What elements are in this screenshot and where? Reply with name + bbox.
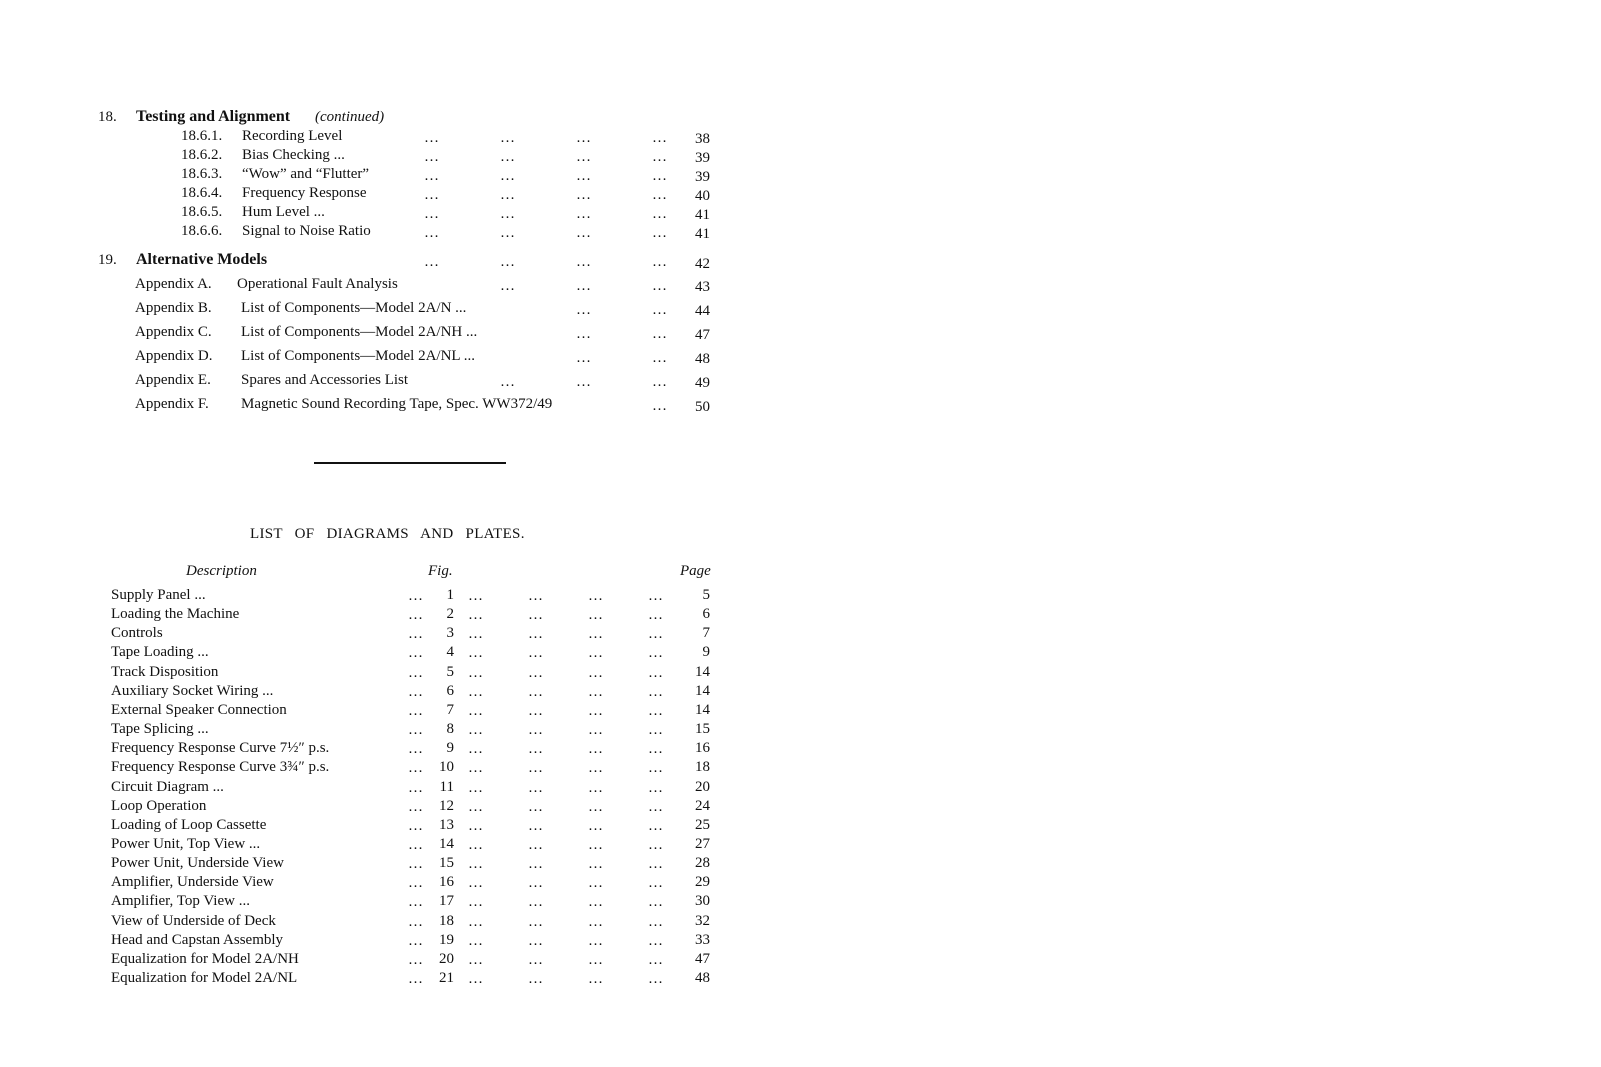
dot-leader: … [528,914,543,930]
dot-leader: … [588,780,603,796]
toc-item-number: 18.6.1. [181,128,223,144]
toc-item-number: 18.6.2. [181,147,223,163]
dot-leader: … [588,875,603,891]
dot-leader: … [648,818,663,834]
diagram-description: Frequency Response Curve 7½″ p.s. [111,740,330,756]
appendix-label: Appendix B. [135,300,212,316]
dot-leader: … [500,374,515,390]
dot-leader: … [652,398,667,414]
appendix-page: 48 [695,351,710,367]
diagram-fig-number: 13 [439,817,454,833]
dot-leader: … [588,645,603,661]
dot-leader: … [648,875,663,891]
dot-leader: … [424,206,439,222]
diagram-page: 14 [695,702,710,718]
dot-leader: … [468,626,483,642]
diagram-fig-number: 9 [446,740,454,756]
diagram-page: 24 [695,798,710,814]
dot-leader: … [408,894,423,910]
dot-leader: … [588,703,603,719]
dot-leader: … [648,837,663,853]
dot-leader: … [468,799,483,815]
column-header-description: Description [186,563,257,579]
dot-leader: … [576,374,591,390]
appendix-title: List of Components—Model 2A/NH ... [241,324,478,340]
diagram-page: 32 [695,913,710,929]
dot-leader: … [528,645,543,661]
dot-leader: … [648,760,663,776]
dot-leader: … [408,837,423,853]
dot-leader: … [652,350,667,366]
dot-leader: … [576,149,591,165]
appendix-page: 49 [695,375,710,391]
appendix-label: Appendix E. [135,372,211,388]
diagram-fig-number: 7 [446,702,454,718]
dot-leader: … [648,971,663,987]
dot-leader: … [528,684,543,700]
dot-leader: … [468,760,483,776]
diagram-description: Supply Panel ... [111,587,206,603]
diagram-page: 18 [695,759,710,775]
dot-leader: … [500,168,515,184]
dot-leader: … [408,875,423,891]
dot-leader: … [408,684,423,700]
dot-leader: … [468,933,483,949]
column-header-page: Page [680,563,711,579]
appendix-label: Appendix D. [135,348,213,364]
dot-leader: … [528,607,543,623]
dot-leader: … [576,326,591,342]
section-19-leader: … [652,254,667,270]
diagram-description: View of Underside of Deck [111,913,276,929]
dot-leader: … [588,856,603,872]
diagram-fig-number: 4 [446,644,454,660]
dot-leader: … [528,799,543,815]
dot-leader: … [424,225,439,241]
dot-leader: … [528,722,543,738]
toc-item-page: 40 [695,188,710,204]
dot-leader: … [408,722,423,738]
toc-item-label: Signal to Noise Ratio [242,223,371,239]
diagram-description: Equalization for Model 2A/NL [111,970,298,986]
diagram-fig-number: 11 [439,779,454,795]
dot-leader: … [500,225,515,241]
dot-leader: … [576,225,591,241]
dot-leader: … [468,703,483,719]
dot-leader: … [576,350,591,366]
toc-item-page: 41 [695,207,710,223]
diagram-fig-number: 20 [439,951,454,967]
toc-item-number: 18.6.3. [181,166,223,182]
diagram-page: 14 [695,664,710,680]
diagram-page: 6 [702,606,710,622]
dot-leader: … [408,818,423,834]
diagrams-heading: LIST OF DIAGRAMS AND PLATES. [250,526,525,542]
dot-leader: … [408,971,423,987]
appendix-title: List of Components—Model 2A/N ... [241,300,467,316]
diagram-description: Track Disposition [111,664,219,680]
dot-leader: … [648,741,663,757]
diagram-fig-number: 5 [446,664,454,680]
dot-leader: … [588,760,603,776]
diagram-description: Loop Operation [111,798,207,814]
toc-item-label: “Wow” and “Flutter” [242,166,370,182]
dot-leader: … [652,302,667,318]
diagram-description: Frequency Response Curve 3¾″ p.s. [111,759,330,775]
diagram-page: 7 [702,625,710,641]
diagram-fig-number: 19 [439,932,454,948]
dot-leader: … [468,722,483,738]
diagram-page: 27 [695,836,710,852]
dot-leader: … [588,741,603,757]
dot-leader: … [528,894,543,910]
dot-leader: … [652,374,667,390]
dot-leader: … [408,588,423,604]
dot-leader: … [588,684,603,700]
dot-leader: … [652,278,667,294]
diagram-page: 5 [702,587,710,603]
diagram-fig-number: 10 [439,759,454,775]
dot-leader: … [648,856,663,872]
dot-leader: … [588,952,603,968]
dot-leader: … [528,818,543,834]
toc-item-page: 39 [695,150,710,166]
diagram-fig-number: 1 [446,587,454,603]
dot-leader: … [652,187,667,203]
dot-leader: … [468,837,483,853]
toc-item-label: Bias Checking ... [242,147,345,163]
diagram-description: Power Unit, Top View ... [111,836,261,852]
diagram-description: Auxiliary Socket Wiring ... [111,683,274,699]
diagram-page: 20 [695,779,710,795]
dot-leader: … [500,187,515,203]
diagram-fig-number: 16 [439,874,454,890]
dot-leader: … [588,894,603,910]
diagram-fig-number: 18 [439,913,454,929]
appendix-title: Magnetic Sound Recording Tape, Spec. WW372/49 [241,396,553,412]
section-18-title: Testing and Alignment [136,108,291,125]
section-19-leader: … [424,254,439,270]
dot-leader: … [652,225,667,241]
dot-leader: … [588,722,603,738]
diagram-description: Loading the Machine [111,606,240,622]
dot-leader: … [648,588,663,604]
dot-leader: … [648,607,663,623]
diagram-fig-number: 14 [439,836,454,852]
dot-leader: … [468,741,483,757]
dot-leader: … [468,818,483,834]
appendix-label: Appendix C. [135,324,212,340]
dot-leader: … [528,703,543,719]
toc-item-page: 39 [695,169,710,185]
dot-leader: … [424,187,439,203]
diagram-description: Equalization for Model 2A/NH [111,951,299,967]
dot-leader: … [576,168,591,184]
diagram-fig-number: 2 [446,606,454,622]
dot-leader: … [648,952,663,968]
appendix-page: 50 [695,399,710,415]
dot-leader: … [576,278,591,294]
diagram-description: Loading of Loop Cassette [111,817,267,833]
dot-leader: … [576,206,591,222]
diagram-fig-number: 21 [439,970,454,986]
dot-leader: … [588,588,603,604]
dot-leader: … [648,684,663,700]
dot-leader: … [424,168,439,184]
diagram-description: Amplifier, Top View ... [111,893,250,909]
diagram-page: 16 [695,740,710,756]
diagram-description: Amplifier, Underside View [111,874,274,890]
dot-leader: … [528,875,543,891]
diagram-description: Tape Loading ... [111,644,209,660]
diagram-page: 14 [695,683,710,699]
dot-leader: … [500,278,515,294]
dot-leader: … [588,607,603,623]
dot-leader: … [408,952,423,968]
diagram-description: Circuit Diagram ... [111,779,224,795]
appendix-page: 44 [695,303,710,319]
dot-leader: … [468,607,483,623]
dot-leader: … [648,703,663,719]
dot-leader: … [588,799,603,815]
dot-leader: … [468,914,483,930]
diagram-fig-number: 8 [446,721,454,737]
appendix-title: Operational Fault Analysis [237,276,398,292]
dot-leader: … [528,952,543,968]
toc-item-page: 38 [695,131,710,147]
dot-leader: … [528,780,543,796]
dot-leader: … [648,626,663,642]
diagram-page: 47 [695,951,710,967]
dot-leader: … [648,722,663,738]
diagram-page: 28 [695,855,710,871]
diagram-page: 33 [695,932,710,948]
section-18-continued: (continued) [315,109,385,125]
toc-item-number: 18.6.6. [181,223,223,239]
dot-leader: … [408,607,423,623]
dot-leader: … [408,799,423,815]
toc-item-label: Recording Level [242,128,343,144]
dot-leader: … [528,665,543,681]
dot-leader: … [576,187,591,203]
dot-leader: … [648,933,663,949]
dot-leader: … [408,741,423,757]
section-19-title: Alternative Models [136,251,268,268]
dot-leader: … [588,665,603,681]
section-19-number: 19. [98,252,117,268]
dot-leader: … [408,933,423,949]
dot-leader: … [468,875,483,891]
dot-leader: … [652,206,667,222]
dot-leader: … [528,760,543,776]
toc-item-number: 18.6.4. [181,185,223,201]
dot-leader: … [652,326,667,342]
section-18-number: 18. [98,109,117,125]
dot-leader: … [528,626,543,642]
dot-leader: … [648,914,663,930]
dot-leader: … [424,149,439,165]
appendix-title: Spares and Accessories List [241,372,409,388]
dot-leader: … [468,665,483,681]
diagram-description: External Speaker Connection [111,702,287,718]
diagram-fig-number: 12 [439,798,454,814]
dot-leader: … [528,856,543,872]
appendix-title: List of Components—Model 2A/NL ... [241,348,476,364]
dot-leader: … [408,703,423,719]
dot-leader: … [648,665,663,681]
diagram-description: Power Unit, Underside View [111,855,284,871]
diagram-fig-number: 6 [446,683,454,699]
dot-leader: … [648,799,663,815]
section-19-leader: … [576,254,591,270]
appendix-page: 47 [695,327,710,343]
dot-leader: … [468,952,483,968]
toc-item-page: 41 [695,226,710,242]
appendix-label: Appendix F. [135,396,209,412]
dot-leader: … [652,149,667,165]
dot-leader: … [652,130,667,146]
dot-leader: … [408,780,423,796]
column-header-fig: Fig. [428,563,453,579]
dot-leader: … [576,130,591,146]
dot-leader: … [652,168,667,184]
diagram-page: 15 [695,721,710,737]
diagram-description: Head and Capstan Assembly [111,932,284,948]
dot-leader: … [408,760,423,776]
dot-leader: … [468,588,483,604]
diagram-fig-number: 3 [446,625,454,641]
dot-leader: … [468,645,483,661]
dot-leader: … [588,971,603,987]
dot-leader: … [500,149,515,165]
dot-leader: … [528,741,543,757]
dot-leader: … [500,130,515,146]
diagram-page: 9 [702,644,710,660]
dot-leader: … [588,837,603,853]
dot-leader: … [528,971,543,987]
dot-leader: … [424,130,439,146]
dot-leader: … [408,914,423,930]
diagram-fig-number: 15 [439,855,454,871]
section-19-leader: … [500,254,515,270]
dot-leader: … [528,933,543,949]
dot-leader: … [468,856,483,872]
section-divider [314,462,506,464]
dot-leader: … [588,818,603,834]
dot-leader: … [408,645,423,661]
dot-leader: … [648,894,663,910]
diagram-page: 29 [695,874,710,890]
dot-leader: … [648,780,663,796]
dot-leader: … [468,780,483,796]
appendix-label: Appendix A. [135,276,212,292]
diagram-page: 48 [695,970,710,986]
appendix-page: 43 [695,279,710,295]
diagram-page: 30 [695,893,710,909]
dot-leader: … [408,626,423,642]
diagram-page: 25 [695,817,710,833]
dot-leader: … [408,856,423,872]
dot-leader: … [468,971,483,987]
diagram-description: Tape Splicing ... [111,721,209,737]
dot-leader: … [528,588,543,604]
section-19-page: 42 [695,256,710,272]
dot-leader: … [648,645,663,661]
dot-leader: … [500,206,515,222]
dot-leader: … [408,665,423,681]
diagram-description: Controls [111,625,163,641]
diagram-fig-number: 17 [439,893,454,909]
dot-leader: … [588,933,603,949]
toc-item-label: Frequency Response [242,185,367,201]
toc-item-label: Hum Level ... [242,204,325,220]
dot-leader: … [576,302,591,318]
dot-leader: … [468,894,483,910]
toc-item-number: 18.6.5. [181,204,223,220]
dot-leader: … [528,837,543,853]
dot-leader: … [468,684,483,700]
dot-leader: … [588,626,603,642]
dot-leader: … [588,914,603,930]
